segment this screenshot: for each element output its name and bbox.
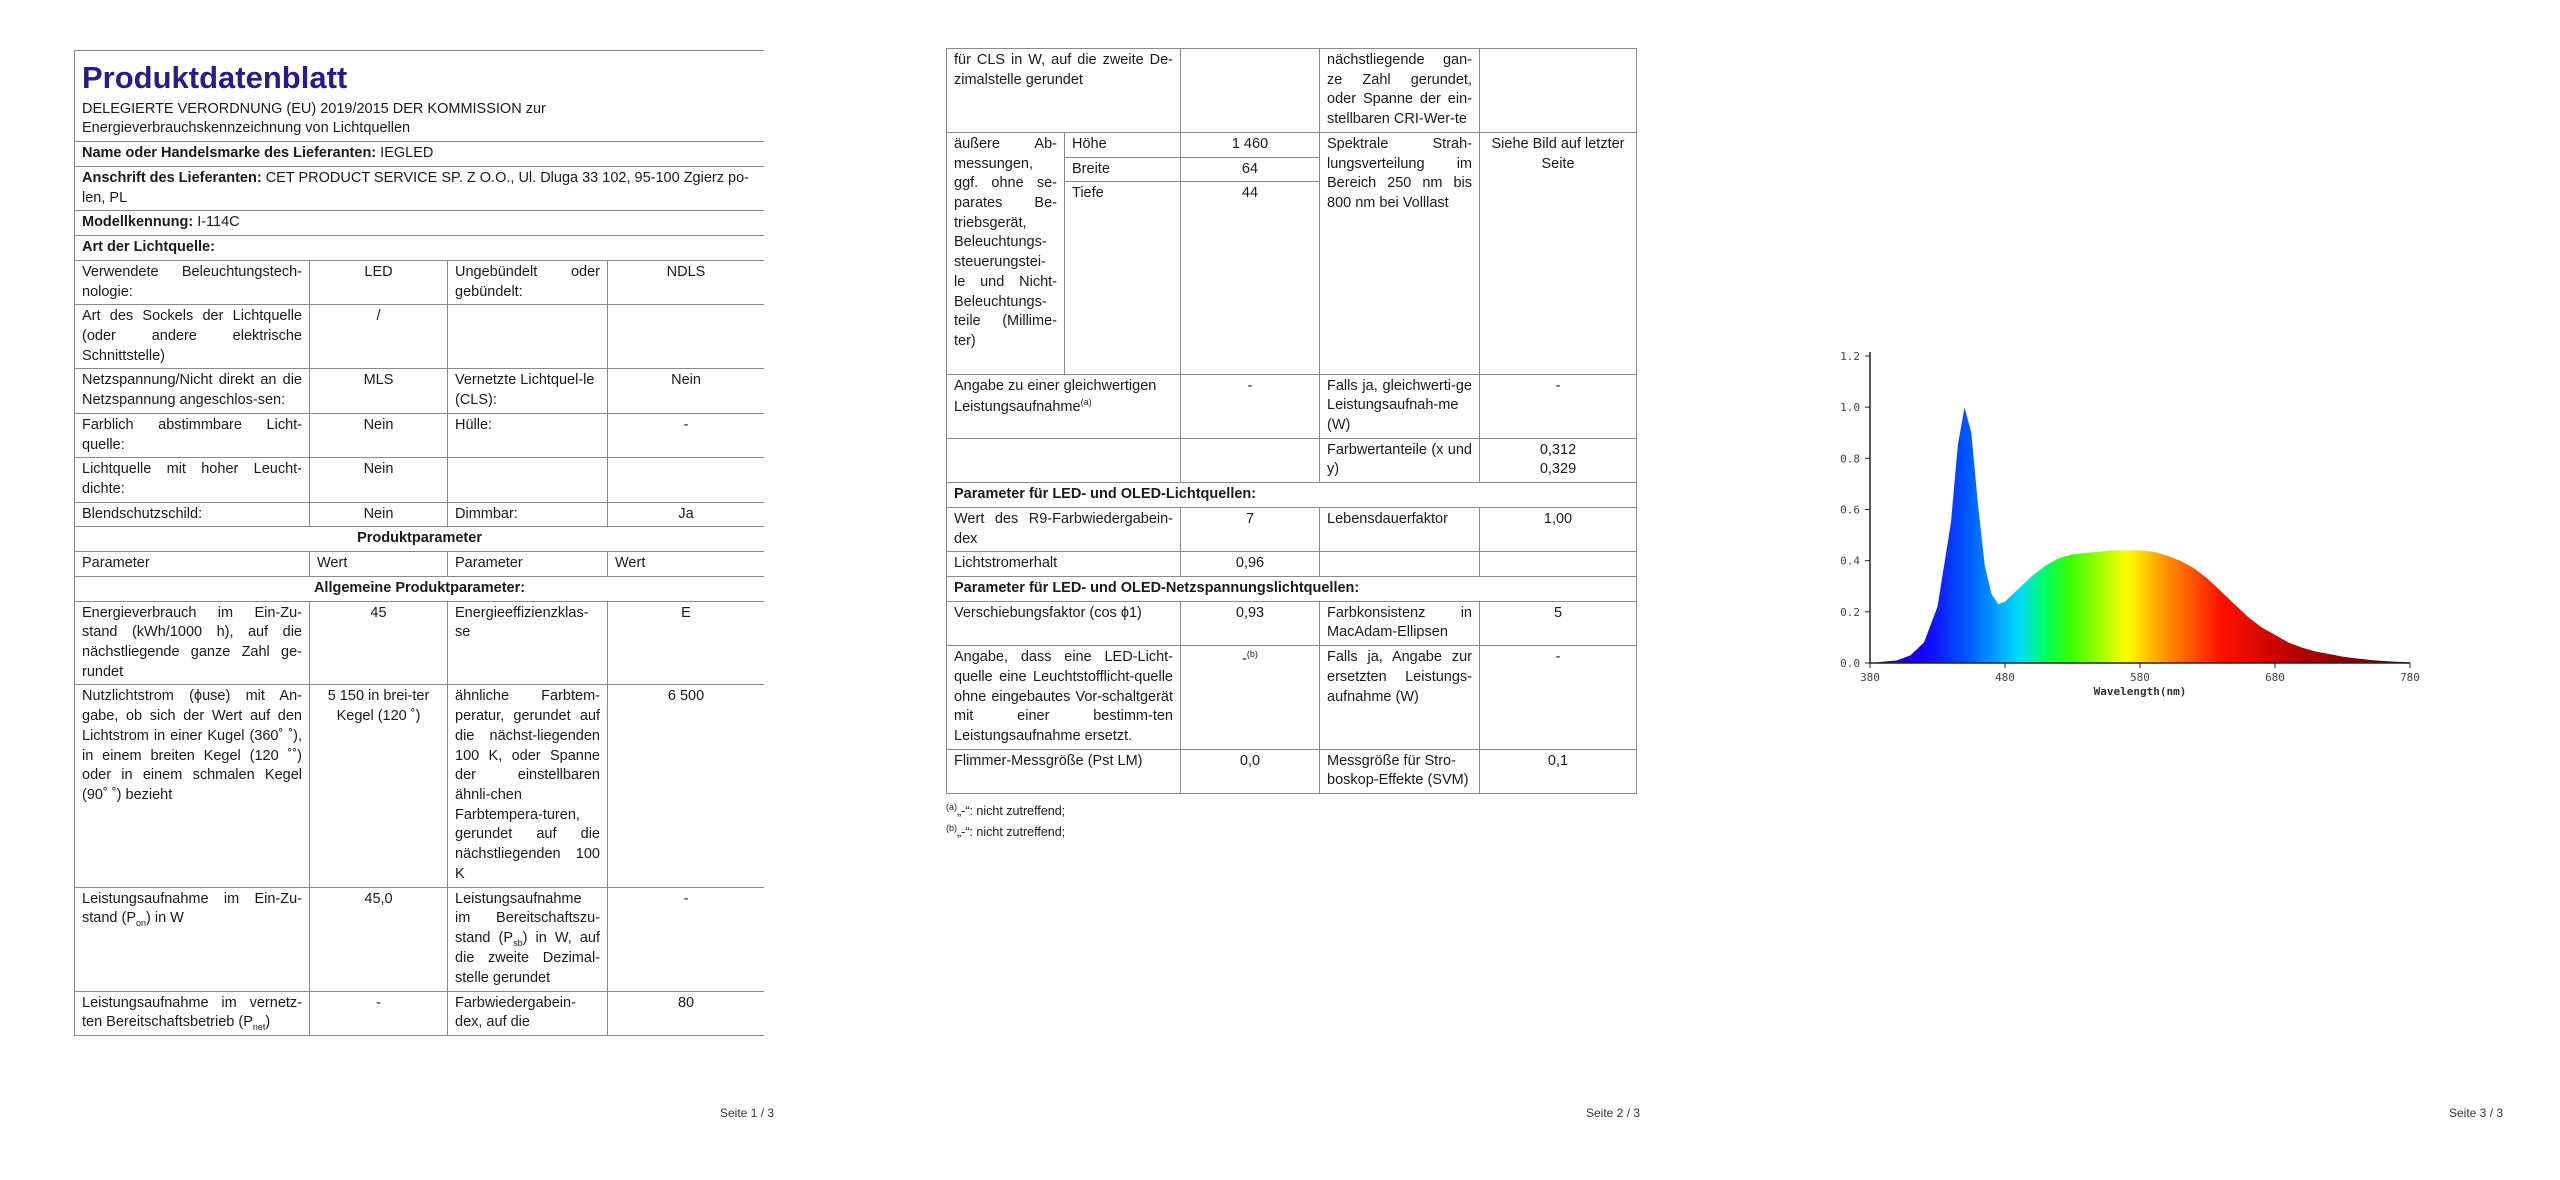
table-row bbox=[947, 438, 1637, 482]
footnote-text: „-“: nicht zutreffend; bbox=[957, 804, 1066, 819]
row-label: äußere Ab-messungen, ggf. ohne se-parates Be-triebsgerät, Beleuchtungs-steuerungstei-le und Nicht-Beleuchtungs-teile (Millime-ter) bbox=[947, 132, 1065, 374]
row-label: Energieverbrauch im Ein-Zu-stand (kWh/1000 h), auf die nächstliegende ganze Zahl ge-rundet bbox=[75, 601, 310, 685]
led-heading: Parameter für LED- und OLED-Lichtquellen: bbox=[947, 483, 1637, 508]
table-row bbox=[75, 305, 765, 369]
footnote-mark: (a) bbox=[946, 802, 957, 813]
y-tick-label: 0.0 bbox=[1840, 657, 1860, 670]
row-label bbox=[75, 991, 310, 1036]
row-value: - bbox=[608, 413, 765, 457]
row-label: Lebensdauerfaktor bbox=[1320, 507, 1480, 551]
dimension-value: 44 bbox=[1181, 182, 1320, 206]
row-label bbox=[448, 458, 608, 502]
row-value bbox=[608, 458, 765, 502]
row-value: 45 bbox=[310, 601, 448, 685]
row-value: Ja bbox=[608, 502, 765, 527]
supplier-label: Name oder Handelsmarke des Lieferanten: bbox=[82, 145, 377, 162]
label-part: ) bbox=[265, 1014, 271, 1031]
dimension-value: 1 460 bbox=[1181, 132, 1320, 157]
footnotes bbox=[946, 800, 1636, 842]
row-label: Lichtstromerhalt bbox=[947, 552, 1181, 577]
footnote-ref: (a) bbox=[1080, 397, 1092, 408]
datasheet-page-2 bbox=[946, 48, 1636, 843]
supplier-row bbox=[75, 142, 765, 167]
row-value: E bbox=[608, 601, 765, 685]
row-value: MLS bbox=[310, 369, 448, 413]
row-label: für CLS in W, auf die zweite De-zimalstelle gerundet bbox=[947, 49, 1181, 133]
row-value: 5 150 in brei-ter Kegel (120 ˚) bbox=[310, 685, 448, 887]
label-part: Angabe zu einer gleichwertigen Leistungsaufnahme bbox=[954, 377, 1157, 416]
table-row bbox=[947, 646, 1637, 750]
model-label: Modellkennung: bbox=[82, 214, 194, 231]
row-label: Spektrale Strah-lungsverteilung im Bereich 250 nm bis 800 nm bei Volllast bbox=[1320, 132, 1480, 374]
table-row bbox=[75, 991, 765, 1036]
row-label: Verwendete Beleuchtungstech-nologie: bbox=[75, 260, 310, 304]
table-row bbox=[75, 502, 765, 527]
row-label: Angabe, dass eine LED-Licht-quelle eine Leuchtstofflicht-quelle ohne eingebautes Vor-schaltgerät mit einer bestimm-ten Leistungsaufnahme ersetzt. bbox=[947, 646, 1181, 750]
table-row bbox=[75, 685, 765, 887]
dimension-spacer bbox=[1181, 206, 1320, 374]
mains-heading: Parameter für LED- und OLED-Netzspannungslichtquellen: bbox=[947, 577, 1637, 602]
page-title: Produktdatenblatt bbox=[82, 60, 348, 95]
row-label: Verschiebungsfaktor (cos ϕ1) bbox=[947, 601, 1181, 645]
y-tick-label: 1.0 bbox=[1840, 401, 1860, 415]
row-label: Farbwiedergabein-dex, auf die bbox=[448, 991, 608, 1036]
row-value: Nein bbox=[310, 458, 448, 502]
general-heading: Allgemeine Produktparameter: bbox=[75, 576, 765, 601]
datasheet-table-2 bbox=[946, 48, 1637, 794]
column-header: Parameter bbox=[75, 552, 310, 577]
table-row bbox=[947, 132, 1637, 157]
row-value: - bbox=[1480, 374, 1637, 438]
label-part: Leistungsaufnahme im Bereitschaftszu-stand (P bbox=[455, 890, 600, 947]
row-value bbox=[1480, 552, 1637, 577]
row-label: Lichtquelle mit hoher Leucht-dichte: bbox=[75, 458, 310, 502]
row-label bbox=[947, 374, 1181, 438]
label-part: ) in W, auf die zweite Dezimal-stelle gerundet bbox=[455, 930, 601, 986]
model-value: I-114C bbox=[197, 214, 240, 231]
row-label: Messgröße für Stro-boskop-Effekte (SVM) bbox=[1320, 749, 1480, 793]
table-row bbox=[75, 887, 765, 991]
row-value: 6 500 bbox=[608, 685, 765, 887]
page-number: Seite 2 / 3 bbox=[1586, 1106, 1641, 1120]
row-label: Farbkonsistenz in MacAdam-Ellipsen bbox=[1320, 601, 1480, 645]
label-part: ) in W bbox=[146, 910, 184, 927]
row-value: 45,0 bbox=[310, 887, 448, 991]
row-label: Energieeffizienzklas-se bbox=[448, 601, 608, 685]
column-header: Wert bbox=[608, 552, 765, 577]
row-value: - bbox=[310, 991, 448, 1036]
label-part: Leistungsaufnahme im Ein-Zu-stand (P bbox=[82, 890, 302, 927]
page-1 bbox=[0, 0, 853, 1180]
page-number: Seite 3 / 3 bbox=[2449, 1106, 2504, 1120]
label-subscript: net bbox=[252, 1022, 266, 1033]
column-header: Wert bbox=[310, 552, 448, 577]
row-label: Ungebündelt oder gebündelt: bbox=[448, 260, 608, 304]
row-value: - bbox=[1181, 374, 1320, 438]
plot-area bbox=[1840, 350, 2420, 698]
page-3 bbox=[1706, 0, 2560, 1180]
model-row bbox=[75, 211, 765, 236]
row-value: LED bbox=[310, 260, 448, 304]
address-value: CET PRODUCT SERVICE SP. Z O.O., Ul. Dluga 33 102, 95-100 Zgierz po-len, PL bbox=[82, 169, 749, 206]
x-axis-label: Wavelength(nm) bbox=[2093, 685, 2187, 698]
row-value: 1,00 bbox=[1480, 507, 1637, 551]
datasheet-table-1 bbox=[74, 50, 764, 1036]
row-value: Siehe Bild auf letzter Seite bbox=[1480, 132, 1637, 374]
row-label: Falls ja, Angabe zur ersetzten Leistungs-aufnahme (W) bbox=[1320, 646, 1480, 750]
row-label bbox=[947, 438, 1181, 482]
footnote-ref: (b) bbox=[1246, 649, 1258, 660]
column-header-row bbox=[75, 552, 765, 577]
table-row bbox=[75, 369, 765, 413]
y-tick-label: 0.6 bbox=[1840, 503, 1860, 517]
params-heading: Produktparameter bbox=[75, 527, 765, 552]
row-label: Netzspannung/Nicht direkt an die Netzspannung angeschlos-sen: bbox=[75, 369, 310, 413]
y-tick-label: 0.8 bbox=[1840, 452, 1860, 466]
dimension-label: Tiefe bbox=[1065, 182, 1181, 206]
row-value: - bbox=[608, 887, 765, 991]
row-label: Nutzlichtstrom (ϕuse) mit An-gabe, ob sich der Wert auf den Lichtstrom in einer Kugel (360˚ ˚), in einem breiten Kegel (120 ˚˚) oder in einem schmalen Kegel (90˚ ˚) bezieht bbox=[75, 685, 310, 887]
footnote-text: „-“: nicht zutreffend; bbox=[957, 825, 1066, 840]
footnote-a bbox=[946, 800, 1636, 821]
value-part: - bbox=[1242, 650, 1247, 667]
table-row bbox=[947, 749, 1637, 793]
dimension-value: 64 bbox=[1181, 157, 1320, 182]
row-value: 5 bbox=[1480, 601, 1637, 645]
x-tick-label: 380 bbox=[1860, 671, 1880, 684]
row-label: Flimmer-Messgröße (Pst LM) bbox=[947, 749, 1181, 793]
type-heading: Art der Lichtquelle: bbox=[75, 236, 765, 261]
row-value: 80 bbox=[608, 991, 765, 1036]
row-value: 0,93 bbox=[1181, 601, 1320, 645]
row-value bbox=[1181, 438, 1320, 482]
page-number: Seite 1 / 3 bbox=[720, 1106, 775, 1120]
table-row bbox=[75, 413, 765, 457]
dimension-label: Breite bbox=[1065, 157, 1181, 182]
table-row bbox=[75, 260, 765, 304]
row-value: 7 bbox=[1181, 507, 1320, 551]
table-row bbox=[947, 374, 1637, 438]
row-label: Wert des R9-Farbwiedergabein-dex bbox=[947, 507, 1181, 551]
chroma-x: 0,312 bbox=[1539, 441, 1577, 458]
row-label: nächstliegende gan-ze Zahl gerundet, oder Spanne der ein-stellbaren CRI-Wer-te bbox=[1320, 49, 1480, 133]
page-2 bbox=[853, 0, 1706, 1180]
column-header: Parameter bbox=[448, 552, 608, 577]
row-label bbox=[1320, 552, 1480, 577]
label-subscript: on bbox=[136, 918, 147, 929]
address-row bbox=[75, 166, 765, 210]
footnote-mark: (b) bbox=[946, 823, 957, 834]
row-value: / bbox=[310, 305, 448, 369]
row-label: Farblich abstimmbare Licht-quelle: bbox=[75, 413, 310, 457]
header-cell bbox=[75, 51, 765, 142]
table-row bbox=[947, 507, 1637, 551]
row-value: Nein bbox=[310, 502, 448, 527]
table-row bbox=[947, 49, 1637, 133]
row-value: 0,96 bbox=[1181, 552, 1320, 577]
datasheet-page-1 bbox=[74, 50, 764, 1102]
table-row bbox=[947, 601, 1637, 645]
row-label: Art des Sockels der Lichtquelle (oder andere elektrische Schnittstelle) bbox=[75, 305, 310, 369]
row-label: Hülle: bbox=[448, 413, 608, 457]
dimension-spacer bbox=[1065, 206, 1181, 374]
row-label: Blendschutzschild: bbox=[75, 502, 310, 527]
row-value: 0,1 bbox=[1480, 749, 1637, 793]
x-tick-label: 680 bbox=[2265, 671, 2285, 684]
footnote-b bbox=[946, 821, 1636, 842]
x-tick-label: 480 bbox=[1995, 671, 2015, 684]
row-value: Nein bbox=[608, 369, 765, 413]
row-value: - bbox=[1480, 646, 1637, 750]
label-part: Leistungsaufnahme im vernetz-ten Bereitschaftsbetrieb (P bbox=[82, 994, 302, 1031]
row-label: Vernetzte Lichtquel-le (CLS): bbox=[448, 369, 608, 413]
address-label: Anschrift des Lieferanten: bbox=[82, 169, 262, 186]
y-tick-label: 0.4 bbox=[1840, 554, 1860, 568]
x-tick-label: 780 bbox=[2400, 671, 2420, 684]
spectrum-series bbox=[1870, 407, 2410, 663]
row-label bbox=[75, 887, 310, 991]
supplier-value: IEGLED bbox=[380, 145, 434, 162]
row-label bbox=[448, 305, 608, 369]
y-tick-label: 1.2 bbox=[1840, 350, 1860, 363]
spectrum-chart bbox=[1830, 340, 2430, 700]
table-row bbox=[947, 552, 1637, 577]
regulation-text: DELEGIERTE VERORDNUNG (EU) 2019/2015 DER KOMMISSION zur Energieverbrauchskennzeichnung von Lichtquellen bbox=[82, 100, 546, 137]
row-value: NDLS bbox=[608, 260, 765, 304]
row-label: Falls ja, gleichwerti-ge Leistungsaufnah-me (W) bbox=[1320, 374, 1480, 438]
y-tick-label: 0.2 bbox=[1840, 605, 1860, 619]
table-row bbox=[75, 458, 765, 502]
dimension-label: Höhe bbox=[1065, 132, 1181, 157]
row-label: Farbwertanteile (x und y) bbox=[1320, 438, 1480, 482]
chroma-y: 0,329 bbox=[1539, 461, 1577, 478]
table-row bbox=[75, 601, 765, 685]
row-value bbox=[1181, 646, 1320, 750]
row-label bbox=[448, 887, 608, 991]
row-value bbox=[1181, 49, 1320, 133]
row-label: Dimmbar: bbox=[448, 502, 608, 527]
row-value bbox=[1480, 438, 1637, 482]
row-value bbox=[608, 305, 765, 369]
row-value: 0,0 bbox=[1181, 749, 1320, 793]
row-value: Nein bbox=[310, 413, 448, 457]
row-label: ähnliche Farbtem-peratur, gerundet auf die nächst-liegenden 100 K, oder Spanne der einstellbaren ähnli-chen Farbtempera-turen, gerundet auf die nächstliegenden 100 K bbox=[448, 685, 608, 887]
label-subscript: sb bbox=[513, 937, 523, 948]
x-tick-label: 580 bbox=[2130, 671, 2150, 684]
row-value bbox=[1480, 49, 1637, 133]
